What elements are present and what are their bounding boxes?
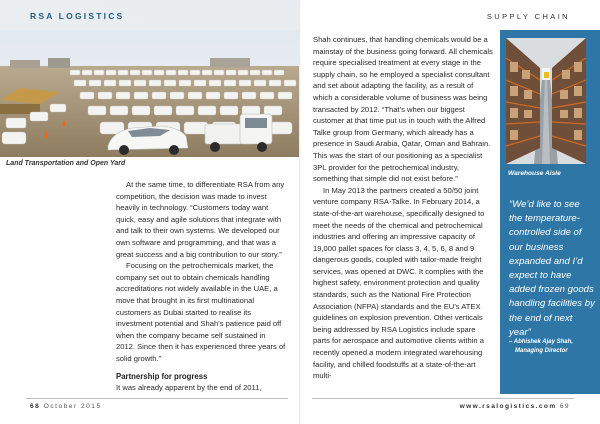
footer-right (460, 403, 570, 410)
right-article-column (313, 34, 493, 382)
pull-quote: “We’d like to see the temperature-controlled side of our business expanded and I’d expect to have added frozen goods handling facilities by the end of next year” (509, 199, 595, 338)
right-paragraph-1: Shah continues, that handling chemicals would be a mainstay of the business going forward. All chemicals require specialised treatment at every stage in the supply chain, so he employed a specialist consultant and set about adapting the facility, as a result of which a considerable volume of business was being transacted by 2012. “That’s when our biggest customer at that time put us in touch with the Alfred Talke group from Germany, which already has a presence in Saudi Arabia, Qatar, Oman and Bahrain. This was the start of our positioning as a specialist 3PL provider for the petrochemical industry, something that simple did not exist before.” (313, 35, 493, 184)
brand-title: RSA LOGISTICS (30, 11, 125, 21)
section-title: SUPPLY CHAIN (486, 12, 570, 21)
footer-left (30, 403, 102, 410)
page-number-left: 68 (30, 403, 41, 410)
photo-caption-left: Land Transportation and Open Yard (6, 160, 126, 167)
attribution-role: Managing Director (515, 347, 568, 354)
footer-rule-right (312, 398, 574, 399)
footer-rule-left (26, 398, 288, 399)
photo-caption-right: Warehouse Aisle (508, 170, 561, 177)
left-paragraph-3: It was already apparent by the end of 2011, (116, 383, 262, 393)
left-paragraph-1: At the same time, to differentiate RSA from any competition, the decision was made to invest heavily in technology. “Customers today want quick, easy and agile solutions that integrate with and talk to their own systems. We developed our own software and programming, and that was a great success and a big contribution to our story.” (116, 180, 285, 259)
left-paragraph-2: Focusing on the petrochemicals market, the company set out to obtain chemicals handling accreditations not widely available in the UAE, a move that brought in its first multinational customers as Dubai started to realise its investment potential and Shah’s patience paid off when the company became self sustained in 2012. Since then it has experienced three years of solid growth.” (116, 261, 286, 363)
page-gutter (299, 0, 301, 424)
website-url: www.rsalogistics.com (459, 403, 557, 410)
quote-attribution (509, 338, 597, 355)
warehouse-aisle-photo (506, 38, 586, 164)
right-paragraph-2: In May 2013 the partners created a 50/50 joint venture company RSA-Talke. In February 2014, a state-of-the-art warehouse, specifically designed to meet the needs of the chemical and petrochemical industries and offering an impressive capacity of 19,000 pallet spaces for class 3, 4, 5, 6, 8 and 9 dangerous goods, coupled with tailor-made freight services, was opened at DWC. It complies with the highest safety, environment protection and quality standards, such as the National Fire Protection Association (NFPA) standards and the EU’s ATEX guidelines on explosion prevention. Other verticals being addressed by RSA Logistics include spare parts for aerospace and automotive clients within a recently opened a modern integrated warehousing facility, and chilled foodstuffs at a state-of-the-art multi- (313, 185, 485, 381)
issue-date: October 2015 (43, 403, 102, 410)
attribution-name: – Abhishek Ajay Shah, (509, 339, 573, 345)
left-article-column (116, 179, 286, 394)
page-number-right: 69 (559, 403, 570, 410)
subheading: Partnership for progress (116, 371, 208, 381)
